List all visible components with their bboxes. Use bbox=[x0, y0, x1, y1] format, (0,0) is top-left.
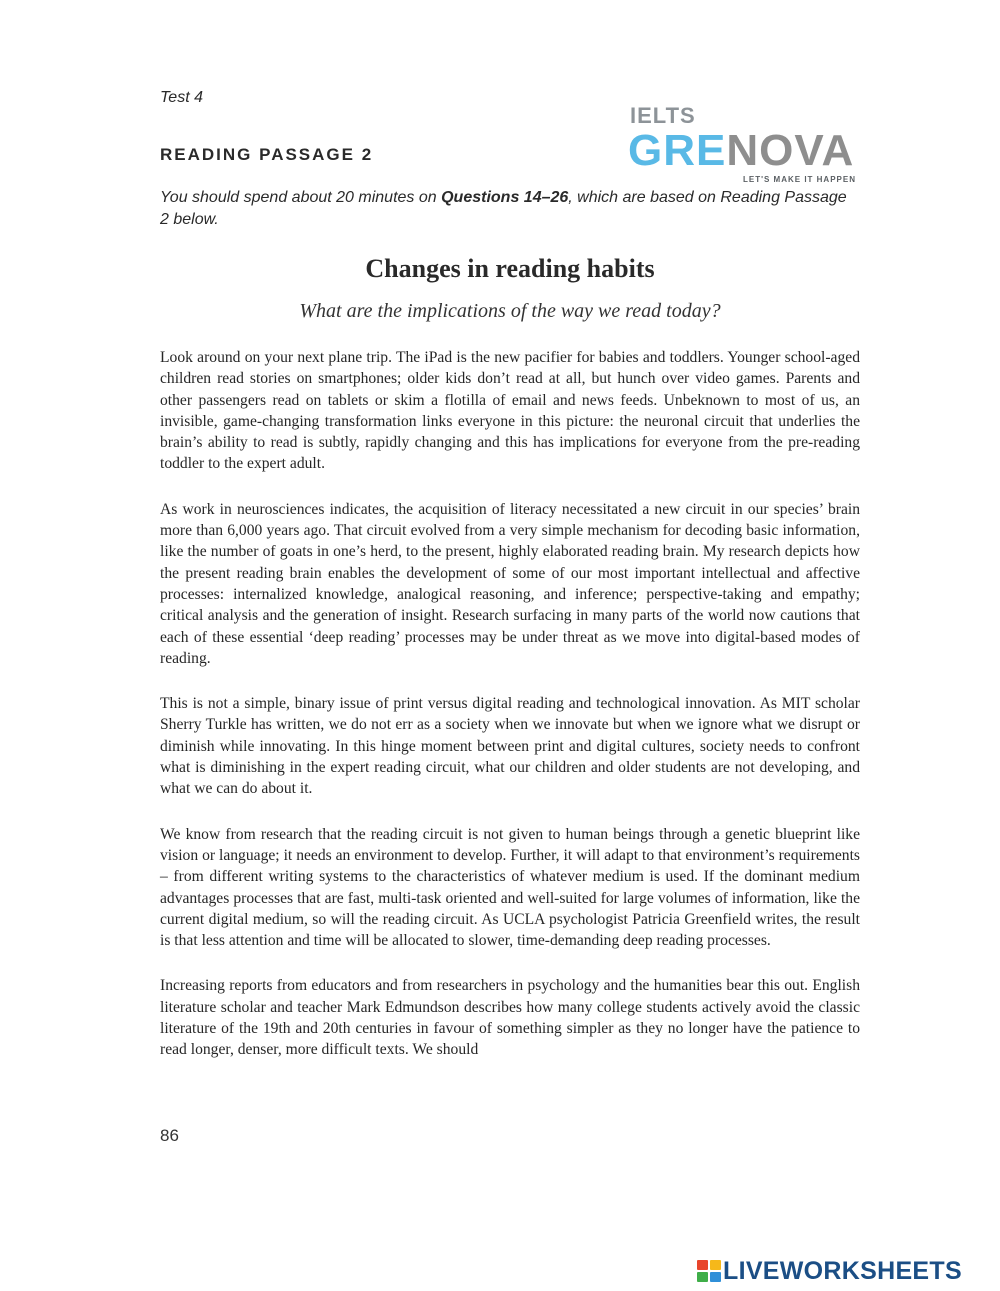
section-heading: READING PASSAGE 2 bbox=[160, 145, 374, 164]
instructions bbox=[160, 187, 860, 231]
instructions-questions: Questions 14–26 bbox=[441, 189, 569, 206]
paragraph-1: Look around on your next plane trip. The iPad is the new pacifier for babies and toddlers. Younger school-aged children read stories on smartphones; older kids don’t read at all, but hunch over video games. Parents and other passengers read on tablets or skim a flotilla of email and news feeds. Unbeknown to most of us, an invisible, game-changing transformation links everyone in this picture: the neuronal circuit that underlies the brain’s ability to read is subtly, rapidly changing and this has implications for everyone from the pre-reading toddler to the expert adult. bbox=[160, 349, 860, 473]
logo-ielts-text: IELTS bbox=[630, 103, 696, 128]
passage-title: Changes in reading habits bbox=[365, 254, 655, 283]
logo-tagline: LET'S MAKE IT HAPPEN bbox=[742, 175, 856, 184]
logo-gre-text: GRE bbox=[628, 126, 727, 175]
instructions-prefix: You should spend about 20 minutes on bbox=[160, 189, 442, 206]
paragraph-5: Increasing reports from educators and from researchers in psychology and the humanities bear this out. English literature scholar and teacher Mark Edmundson describes how many college students actively avoid the classic literature of the 19th and 20th centuries in favour of something simpler as they no longer have the patience to read longer, denser, more difficult texts. We should bbox=[160, 977, 860, 1059]
paragraph-3: This is not a simple, binary issue of print versus digital reading and technological innovation. As MIT scholar Sherry Turkle has written, we do not err as a society when we innovate but when we ignore what we disrupt or diminish while innovating. In this hinge moment between print and digital cultures, society needs to confront what is diminishing in the expert reading circuit, what our children and older students are not developing, and what we can do about it. bbox=[160, 695, 860, 798]
page-number: 86 bbox=[160, 1126, 179, 1145]
paragraph-2: As work in neurosciences indicates, the acquisition of literacy necessitated a new circuit in our species’ brain more than 6,000 years ago. That circuit evolved from a very simple mechanism for decoding basic information, like the number of goats in one’s herd, to the present, highly elaborated reading brain. My research depicts how the present reading brain enables the development of some of our most important intellectual and affective processes: internalized knowledge, analogical reasoning, and inference; perspective-taking and empathy; critical analysis and the generation of insight. Research surfacing in many parts of the world now cautions that each of these essential ‘deep reading’ processes may be under threat as we move into digital-based modes of reading. bbox=[160, 500, 860, 667]
instructions-suffix: , which are based on Reading Passage 2 below. bbox=[160, 189, 847, 228]
ielts-grenova-logo bbox=[628, 103, 860, 189]
passage-subtitle: What are the implications of the way we read today? bbox=[299, 300, 721, 322]
logo-nova-text: NOVA bbox=[726, 126, 855, 175]
passage-body bbox=[160, 347, 860, 1061]
liveworksheets-logo-icon bbox=[697, 1260, 721, 1282]
test-label: Test 4 bbox=[160, 89, 203, 106]
liveworksheets-brand: LIVEWORKSHEETS bbox=[723, 1257, 962, 1285]
liveworksheets-watermark bbox=[697, 1256, 997, 1286]
paragraph-4: We know from research that the reading circuit is not given to human beings through a genetic blueprint like vision or language; it needs an environment to develop. Further, it will adapt to that environment’s requirements – from different writing systems to the characteristics of whatever medium is used. If the dominant medium advantages processes that are fast, multi-task oriented and well-suited for large volumes of information, like the current digital medium, so will the reading circuit. As UCLA psychologist Patricia Greenfield writes, the result is that less attention and time will be allocated to slower, time-demanding deep reading processes. bbox=[160, 825, 860, 950]
logo-wordmark bbox=[628, 126, 855, 175]
